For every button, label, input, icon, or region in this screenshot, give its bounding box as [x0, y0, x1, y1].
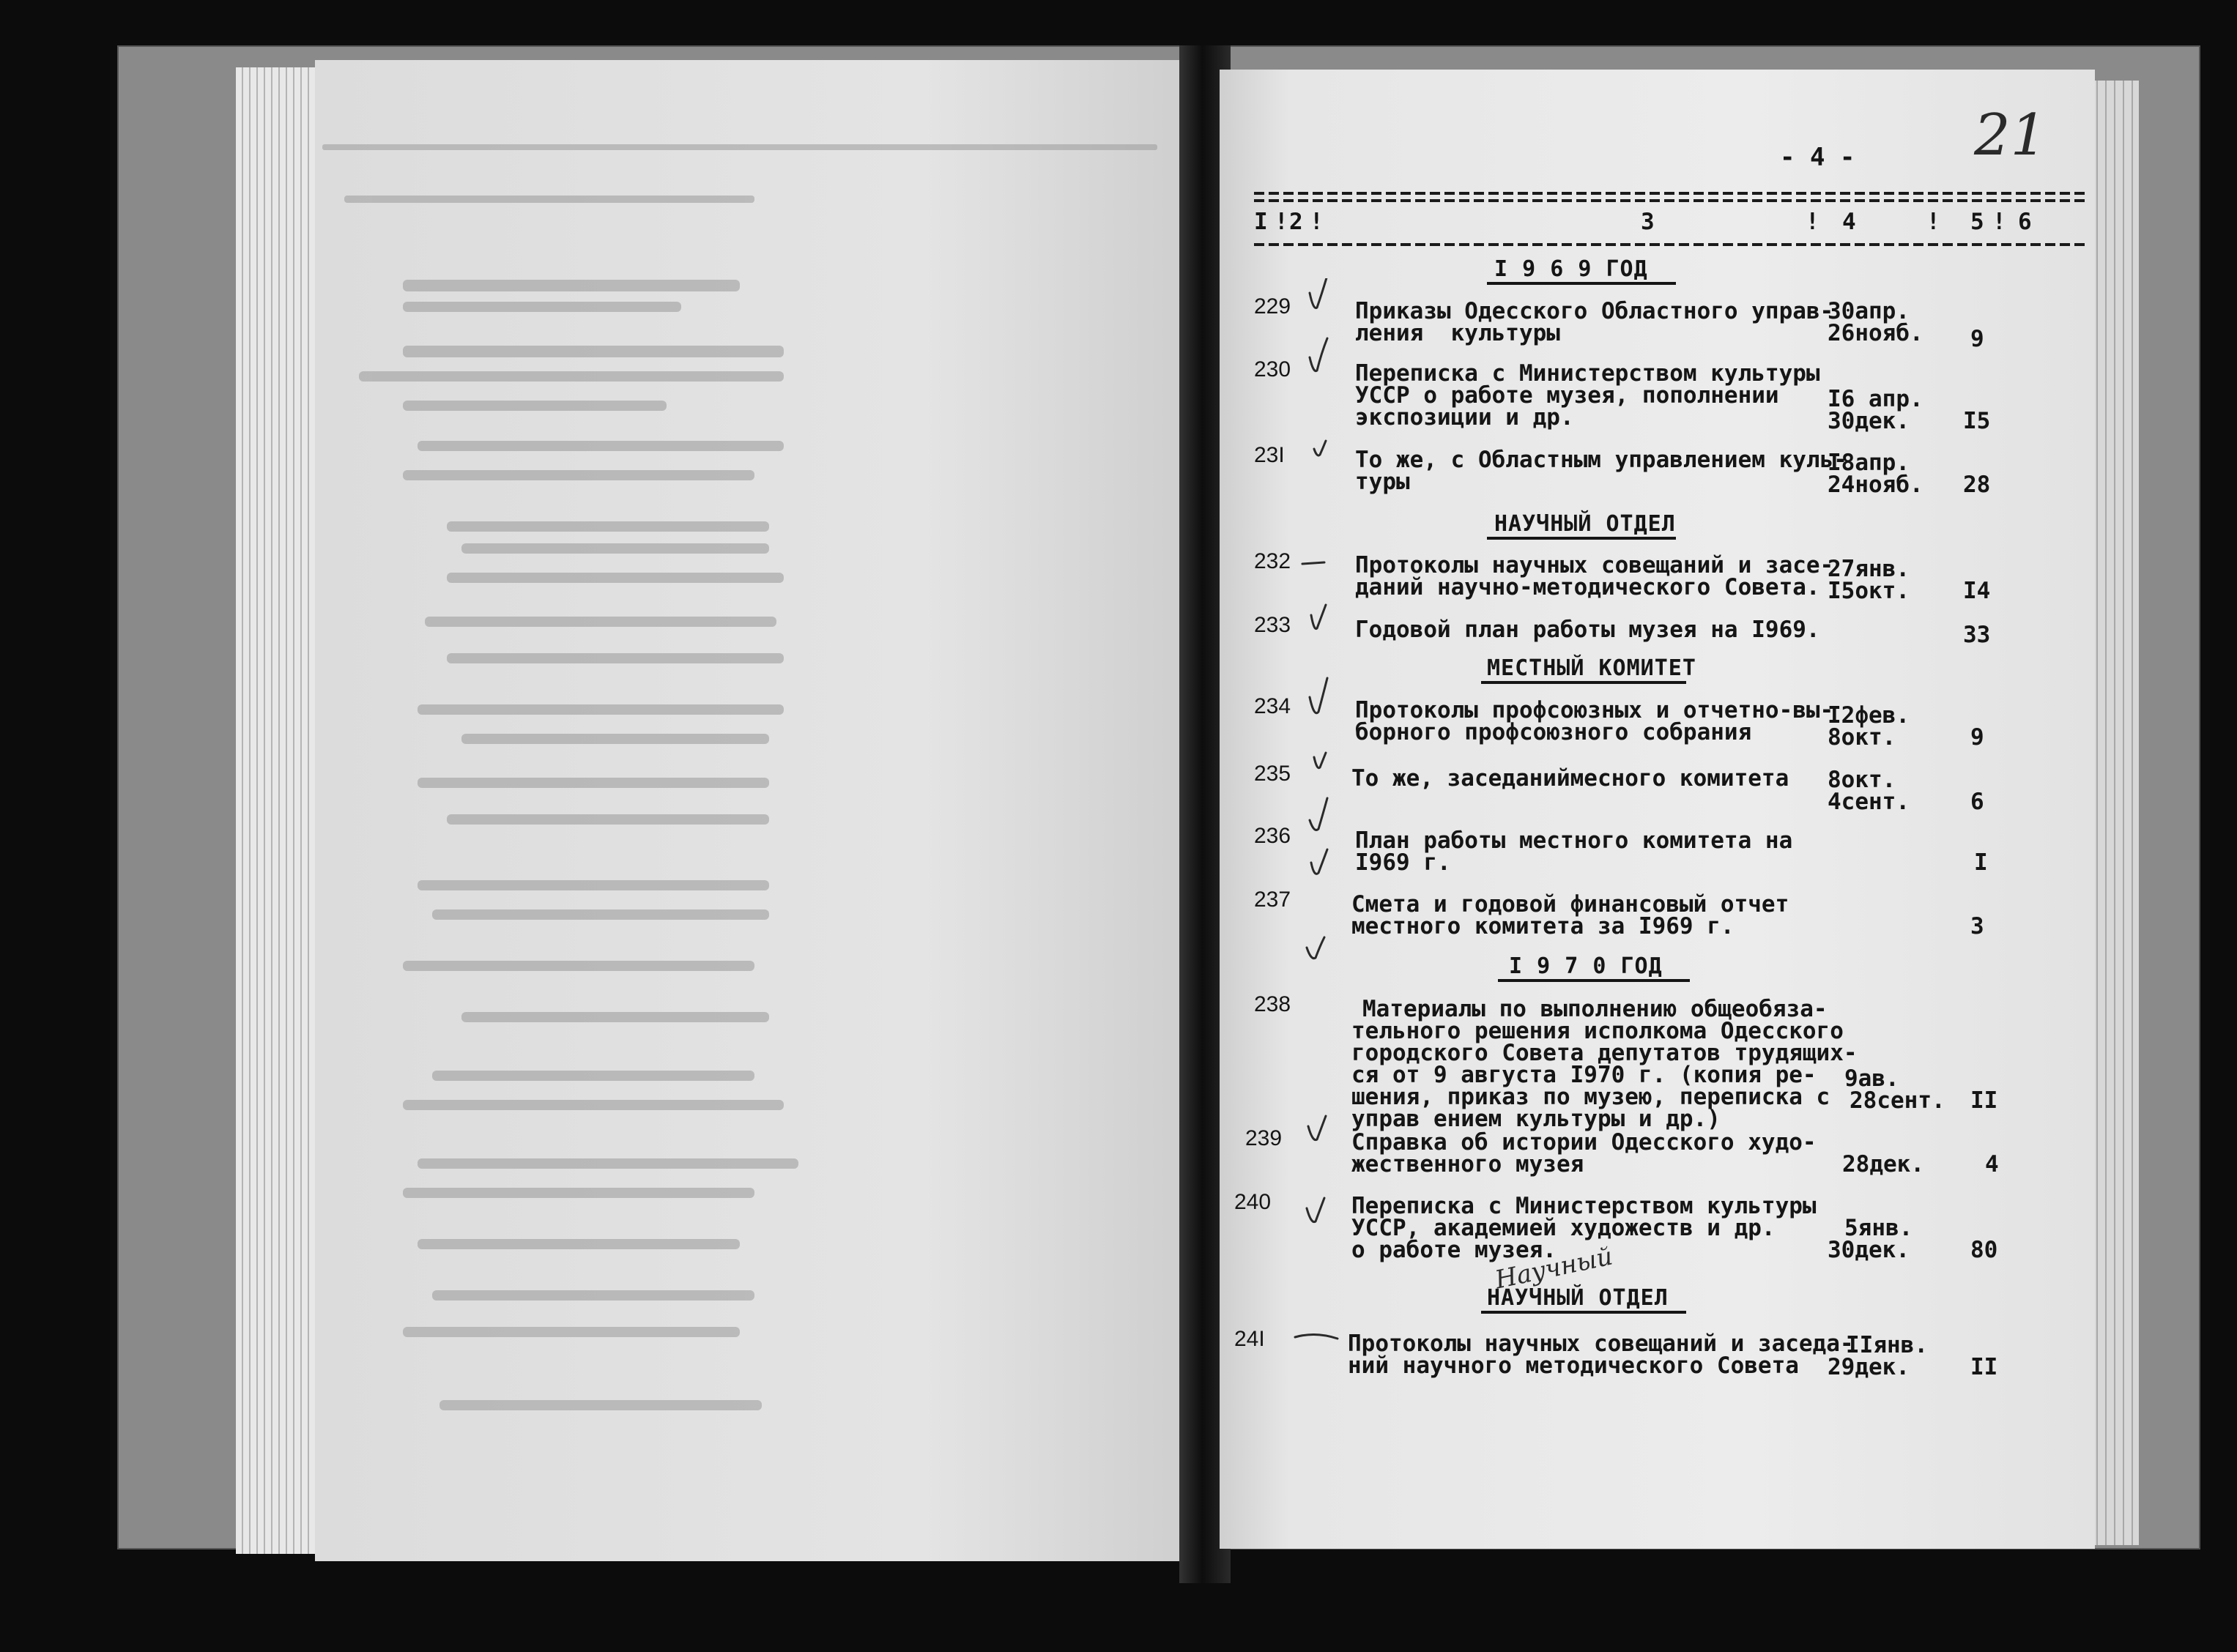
entry-title-line: о работе музея.: [1351, 1237, 1557, 1263]
entry-title-line: шения, приказ по музею, переписка с: [1351, 1084, 1830, 1110]
entry-sheets: I4: [1963, 578, 1991, 604]
entry-sheets: 80: [1970, 1237, 1998, 1263]
entry-sheets: 9: [1970, 326, 1984, 352]
check-mark-icon: [1310, 798, 1327, 830]
entry-title-line: туры: [1355, 469, 1410, 495]
section-title: I 9 6 9 ГОД: [1494, 256, 1648, 282]
entry-title-line: Переписка с Министерством культуры: [1351, 1193, 1817, 1219]
entry-title-line: даний научно-методического Совета.: [1355, 574, 1820, 600]
entry-date: 4сент.: [1828, 789, 1910, 815]
entry-date: IIянв.: [1846, 1332, 1928, 1358]
entry-date: I6 апр.: [1828, 386, 1923, 412]
check-mark-icon: [1307, 1198, 1324, 1222]
dash-mark-icon: [1302, 562, 1324, 564]
entry-sheets: 4: [1985, 1151, 1999, 1177]
entry-sheets: II: [1970, 1354, 1998, 1380]
entry-title-line: То же, заседаниймесного комитета: [1351, 765, 1789, 792]
entry-number: 236: [1254, 824, 1291, 848]
entry-number: 238: [1254, 992, 1291, 1016]
check-mark-icon: [1311, 849, 1327, 874]
check-mark-icon: [1314, 441, 1326, 455]
section-underline: [1481, 1311, 1686, 1314]
entry-title-line: тельного решения исполкома Одесского: [1351, 1018, 1844, 1044]
entry-title-line: УССР о работе музея, пополнении: [1355, 382, 1779, 409]
entry-date: 28дек.: [1842, 1151, 1924, 1177]
column-6-label: 6: [2018, 209, 2032, 235]
entry-date: 8окт.: [1828, 724, 1896, 751]
section-title: I 9 7 0 ГОД: [1509, 953, 1663, 979]
entry-title-line: УССР, академией художеств и др.: [1351, 1215, 1776, 1241]
entry-date: I8апр.: [1828, 450, 1910, 476]
entry-date: 5янв.: [1844, 1215, 1913, 1241]
column-5-label: 5: [1970, 209, 1984, 235]
entry-date: 24нояб.: [1828, 472, 1923, 498]
entry-date: 26нояб.: [1828, 320, 1923, 346]
check-mark-icon: [1310, 278, 1327, 308]
check-mark-icon: [1314, 753, 1326, 768]
section-underline: [1481, 681, 1686, 684]
column-1-label: I: [1254, 209, 1268, 235]
entry-number: 24I: [1234, 1327, 1265, 1351]
entry-title-line: Протоколы профсоюзных и отчетно-вы-: [1355, 697, 1834, 723]
entry-date: 8окт.: [1828, 767, 1896, 793]
entry-sheets: 33: [1963, 622, 1991, 648]
folio-number: 21: [1974, 103, 2047, 168]
header-rule-top-2: [1254, 199, 2089, 202]
check-mark-icon: [1310, 338, 1327, 371]
check-mark-icon: [1311, 605, 1326, 629]
entry-title-line: Годовой план работы музея на I969.: [1355, 617, 1820, 643]
entry-date: 28сент.: [1850, 1087, 1945, 1114]
section-underline: [1487, 282, 1676, 285]
dash-mark-icon: [1295, 1334, 1338, 1339]
header-rule-top: [1254, 192, 2089, 195]
entry-date: 30дек.: [1828, 1237, 1910, 1263]
section-title: НАУЧНЫЙ ОТДЕЛ: [1494, 511, 1676, 537]
entry-title-line: Справка об истории Одесского худо-: [1351, 1129, 1817, 1156]
entry-title-line: Протоколы научных совещаний и заседа-: [1348, 1331, 1854, 1357]
entry-sheets: I5: [1963, 408, 1991, 434]
entry-title-line: Протоколы научных совещаний и засе-: [1355, 552, 1834, 578]
entry-number: 233: [1254, 613, 1291, 637]
entry-sheets: 28: [1963, 472, 1991, 498]
section-underline: [1498, 979, 1690, 982]
entry-date: 30дек.: [1828, 408, 1910, 434]
entry-number: 230: [1254, 357, 1291, 382]
check-mark-icon: [1310, 678, 1327, 713]
entry-date: I5окт.: [1828, 578, 1910, 604]
section-underline: [1487, 537, 1676, 540]
entry-title-line: жественного музея: [1351, 1151, 1584, 1177]
entry-date: I2фев.: [1828, 702, 1910, 729]
entry-title-line: ний научного методического Совета: [1348, 1353, 1799, 1379]
left-page-bleedthrough: [315, 60, 1183, 1561]
entry-sheets: 3: [1970, 913, 1984, 940]
entry-sheets: I: [1974, 849, 1988, 876]
entry-title-line: городского Совета депутатов трудящих-: [1351, 1040, 1858, 1066]
entry-title-line: местного комитета за I969 г.: [1351, 913, 1735, 940]
section-title: МЕСТНЫЙ КОМИТЕТ: [1487, 655, 1696, 681]
entry-number: 229: [1254, 294, 1291, 319]
entry-title-line: Смета и годовой финансовый отчет: [1351, 891, 1789, 918]
entry-title-line: ся от 9 августа I970 г. (копия ре-: [1351, 1062, 1817, 1088]
mirrored-bleedthrough-text: [315, 60, 1183, 1561]
entry-date: 29дек.: [1828, 1354, 1910, 1380]
entry-title-line: План работы местного комитета на: [1355, 827, 1793, 854]
entry-number: 23I: [1254, 443, 1285, 467]
entry-number: 239: [1245, 1126, 1283, 1150]
entry-number: 240: [1234, 1190, 1272, 1214]
entry-sheets: 6: [1970, 789, 1984, 815]
entry-number: 235: [1254, 762, 1291, 786]
entry-number: 234: [1254, 694, 1291, 718]
entry-date: 27янв.: [1828, 556, 1910, 582]
entry-title-line: I969 г.: [1355, 849, 1451, 876]
page-number-label: - 4 -: [1780, 143, 1855, 172]
section-title: НАУЧНЫЙ ОТДЕЛ: [1487, 1285, 1669, 1311]
entry-title-line: борного профсоюзного собрания: [1355, 719, 1752, 745]
entry-title-line: экспозиции и др.: [1355, 404, 1574, 431]
column-2-label: 2: [1289, 209, 1303, 235]
entry-date: 30апр.: [1828, 298, 1910, 324]
entry-title-line: управ ением культуры и др.): [1351, 1106, 1721, 1132]
entry-date: 9ав.: [1844, 1065, 1899, 1092]
entry-number: 232: [1254, 549, 1291, 573]
entry-number: 237: [1254, 888, 1291, 912]
entry-title-line: Переписка с Министерством культуры: [1355, 360, 1820, 387]
entry-title-line: ления культуры: [1355, 320, 1560, 346]
check-marks: [1289, 278, 1355, 1391]
handwritten-correction: Научный: [1492, 1241, 1616, 1295]
column-3-label: 3: [1641, 209, 1655, 235]
entry-sheets: II: [1970, 1087, 1998, 1114]
check-mark-icon: [1308, 1116, 1326, 1140]
entry-sheets: 9: [1970, 724, 1984, 751]
entry-title-line: Материалы по выполнению общеобяза-: [1362, 996, 1828, 1022]
entry-title-line: Приказы Одесского Областного управ-: [1355, 298, 1834, 324]
column-4-label: 4: [1842, 209, 1856, 235]
header-rule-bottom: [1254, 243, 2089, 246]
check-mark-icon: [1307, 937, 1324, 959]
entry-title-line: То же, с Областным управлением куль-: [1355, 447, 1847, 473]
left-page-edges: [236, 67, 316, 1554]
